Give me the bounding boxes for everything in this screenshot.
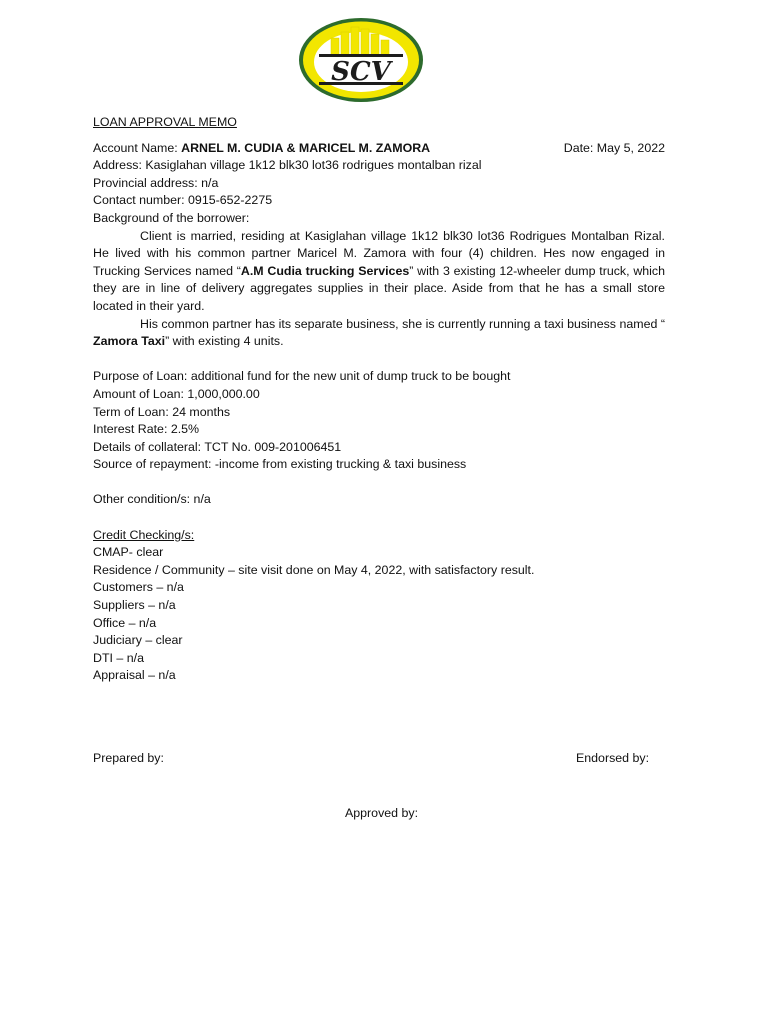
loan-term: Term of Loan: 24 months bbox=[93, 404, 231, 419]
credit-item: DTI – n/a bbox=[93, 650, 144, 665]
provincial-address: Provincial address: n/a bbox=[93, 175, 219, 190]
taxi-business-name: Zamora Taxi bbox=[93, 334, 166, 349]
account-field bbox=[93, 140, 430, 158]
prepared-by-label: Prepared by: bbox=[93, 751, 164, 765]
memo-title: LOAN APPROVAL MEMO bbox=[93, 115, 237, 129]
credit-item: Office – n/a bbox=[93, 615, 157, 630]
bg2-text-a: His common partner has its separate business, she is currently running a taxi business named “ bbox=[140, 316, 665, 331]
credit-item: Suppliers – n/a bbox=[93, 598, 176, 613]
account-label: Account Name: bbox=[93, 140, 182, 155]
memo-body bbox=[93, 114, 665, 685]
memo-date: Date: May 5, 2022 bbox=[563, 140, 665, 155]
credit-item: Customers – n/a bbox=[93, 580, 184, 595]
trucking-business-name: A.M Cudia trucking Services bbox=[240, 263, 410, 278]
bg1-text-a: Client is married, residing at Kasiglahan village 1k12 blk30 lot36 Rodrigues Montalban Rizal. He lived with his common partner Maricel M. Zamora with four (4) children. Hes now engaged in Trucking Services named “ bbox=[93, 228, 665, 278]
credit-item: Appraisal – n/a bbox=[93, 668, 176, 683]
logo-text: SCV bbox=[331, 57, 391, 87]
bg2-text-b: ” with existing 4 units. bbox=[165, 334, 284, 349]
address: Address: Kasiglahan village 1k12 blk30 lot36 rodrigues montalban rizal bbox=[93, 158, 482, 173]
loan-amount: Amount of Loan: 1,000,000.00 bbox=[93, 386, 260, 401]
credit-checking-label: Credit Checking/s: bbox=[93, 527, 195, 542]
credit-item: Judiciary – clear bbox=[93, 633, 183, 648]
background-paragraph-1 bbox=[93, 228, 665, 316]
background-paragraph-2 bbox=[93, 316, 665, 351]
bg1-text-b: ” with 3 existing 12-wheeler dump truck, which they are in line of delivery aggregates supplies in their place. Aside from that he has a small store located in their yard. bbox=[93, 263, 665, 313]
background-label: Background of the borrower: bbox=[93, 210, 250, 225]
scv-logo bbox=[297, 16, 425, 104]
loan-purpose: Purpose of Loan: additional fund for the new unit of dump truck to be bought bbox=[93, 369, 511, 384]
collateral-details: Details of collateral: TCT No. 009-201006451 bbox=[93, 439, 342, 454]
credit-item: CMAP- clear bbox=[93, 545, 164, 560]
approved-by-label: Approved by: bbox=[345, 806, 419, 820]
other-conditions: Other condition/s: n/a bbox=[93, 492, 211, 507]
account-row bbox=[93, 140, 665, 158]
contact-number: Contact number: 0915-652-2275 bbox=[93, 193, 273, 208]
account-name: ARNEL M. CUDIA & MARICEL M. ZAMORA bbox=[181, 140, 431, 155]
endorsed-by-label: Endorsed by: bbox=[576, 751, 650, 765]
interest-rate: Interest Rate: 2.5% bbox=[93, 422, 200, 437]
credit-item: Residence / Community – site visit done on May 4, 2022, with satisfactory result. bbox=[93, 562, 535, 577]
repayment-source: Source of repayment: -income from existing trucking & taxi business bbox=[93, 457, 467, 472]
